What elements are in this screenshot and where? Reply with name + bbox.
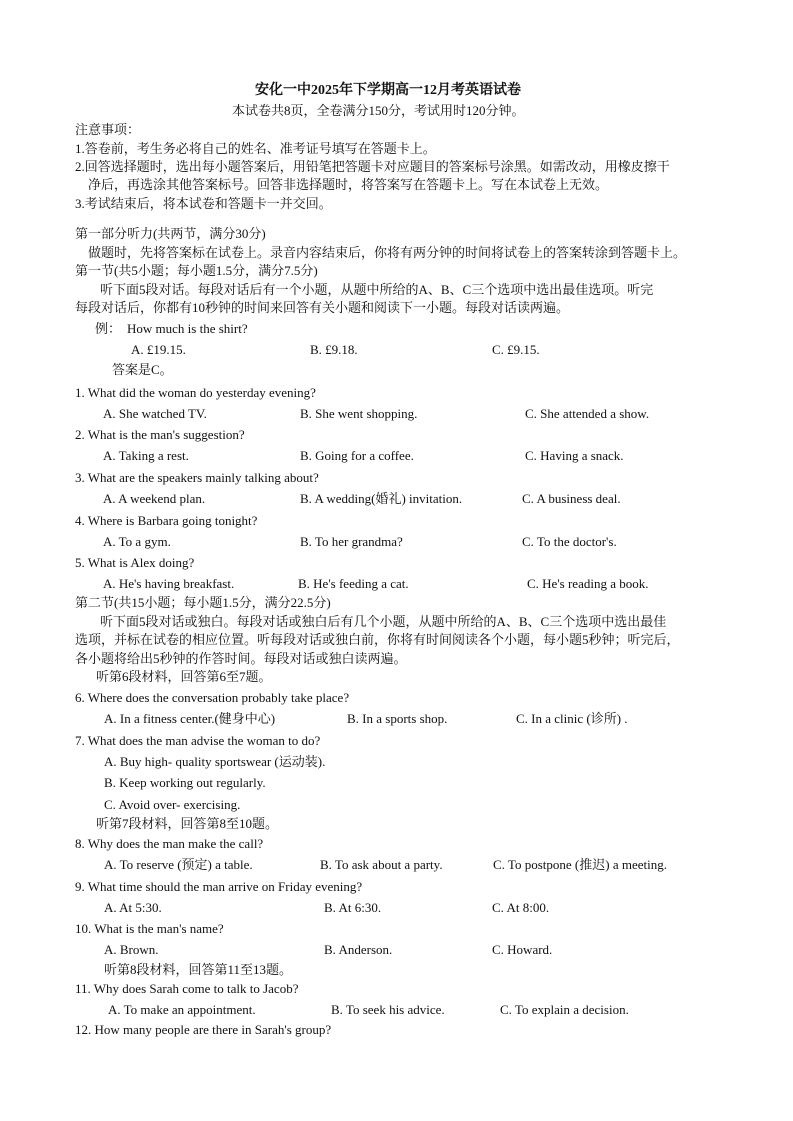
notice-heading: 注意事项： xyxy=(75,122,141,137)
question-text: 11. Why does Sarah come to talk to Jacob? xyxy=(75,981,299,996)
option-a: A. She watched TV. xyxy=(103,406,207,421)
option-b: B. In a sports shop. xyxy=(347,711,448,726)
option-a: A. A weekend plan. xyxy=(103,491,206,506)
example-label: 例： xyxy=(95,321,122,336)
option-b: B. Anderson. xyxy=(324,942,393,957)
option-a: A. He's having breakfast. xyxy=(103,576,235,591)
material-note: 听第7段材料，回答第8至10题。 xyxy=(96,816,279,831)
question-text: 7. What does the man advise the woman to do? xyxy=(75,733,321,748)
option-c: C. To explain a decision. xyxy=(500,1002,629,1017)
example-question: How much is the shirt? xyxy=(127,321,248,336)
material-note: 听第8段材料，回答第11至13题。 xyxy=(104,962,293,977)
section2-instruction: 选项，并标在试卷的相应位置。听每段对话或独白前，你将有时间阅读各个小题，每小题5秒钟；听完后， xyxy=(75,632,680,647)
notice-item: 3.考试结束后，将本试卷和答题卡一并交回。 xyxy=(75,196,332,211)
option-a: A. To reserve (预定) a table. xyxy=(104,857,253,872)
option-c: C. She attended a show. xyxy=(525,406,650,421)
question-text: 1. What did the woman do yesterday evening? xyxy=(75,385,316,400)
option-c: C. Having a snack. xyxy=(525,448,624,463)
section2-instruction: 各小题将给出5秒钟的作答时间。每段对话或独白读两遍。 xyxy=(75,651,407,666)
question-text: 12. How many people are there in Sarah's group? xyxy=(75,1022,332,1037)
option-c: C. Avoid over- exercising. xyxy=(104,797,241,812)
section2-instruction: 听下面5段对话或独白。每段对话或独白后有几个小题，从题中所给的A、B、C三个选项中选出最佳 xyxy=(100,614,667,629)
question-text: 2. What is the man's suggestion? xyxy=(75,427,245,442)
option-a: A. To a gym. xyxy=(103,534,171,549)
option-c: C. To postpone (推迟) a meeting. xyxy=(493,857,667,872)
notice-item: 净后，再选涂其他答案标号。回答非选择题时，将答案写在答题卡上。写在本试卷上无效。 xyxy=(88,177,609,192)
example-option: C. £9.15. xyxy=(492,342,540,357)
option-b: B. A wedding(婚礼) invitation. xyxy=(300,491,463,506)
option-b: B. Going for a coffee. xyxy=(300,448,414,463)
option-a: A. In a fitness center.(健身中心) xyxy=(104,711,276,726)
example-option: A. £19.15. xyxy=(131,342,186,357)
question-text: 10. What is the man's name? xyxy=(75,921,224,936)
option-b: B. Keep working out regularly. xyxy=(104,775,266,790)
part1-heading: 第一部分听力(共两节，满分30分) xyxy=(75,226,266,241)
question-text: 9. What time should the man arrive on Friday evening? xyxy=(75,879,363,894)
option-b: B. To her grandma? xyxy=(300,534,403,549)
section1-instruction: 每段对话后，你都有10秒钟的时间来回答有关小题和阅读下一小题。每段对话读两遍。 xyxy=(75,300,570,315)
notice-item: 1.答卷前，考生务必将自己的姓名、准考证号填写在答题卡上。 xyxy=(75,141,436,156)
option-a: A. At 5:30. xyxy=(104,900,162,915)
material-note: 听第6段材料，回答第6至7题。 xyxy=(96,669,272,684)
option-c: C. A business deal. xyxy=(522,491,621,506)
page-title: 安化一中2025年下学期高一12月考英语试卷 xyxy=(255,83,521,98)
example-option: B. £9.18. xyxy=(310,342,358,357)
section1-heading: 第一节(共5小题；每小题1.5分，满分7.5分) xyxy=(75,263,318,278)
section1-instruction: 听下面5段对话。每段对话后有一个小题，从题中所给的A、B、C三个选项中选出最佳选项。听完 xyxy=(100,282,654,297)
option-a: A. Taking a rest. xyxy=(103,448,189,463)
question-text: 6. Where does the conversation probably take place? xyxy=(75,690,350,705)
question-text: 3. What are the speakers mainly talking about? xyxy=(75,470,319,485)
option-c: C. In a clinic (诊所) . xyxy=(516,711,628,726)
notice-item: 2.回答选择题时，选出每小题答案后，用铅笔把答题卡对应题目的答案标号涂黑。如需改动，用橡皮擦干 xyxy=(75,159,670,174)
option-c: C. To the doctor's. xyxy=(522,534,617,549)
option-a: A. Buy high- quality sportswear (运动装). xyxy=(104,754,326,769)
question-text: 5. What is Alex doing? xyxy=(75,555,195,570)
page-subtitle: 本试卷共8页，全卷满分150分，考试用时120分钟。 xyxy=(232,103,525,118)
option-a: A. To make an appointment. xyxy=(108,1002,256,1017)
part1-instruction: 做题时，先将答案标在试卷上。录音内容结束后，你将有两分钟的时间将试卷上的答案转涂到答题卡上。 xyxy=(88,245,687,260)
option-a: A. Brown. xyxy=(104,942,159,957)
option-b: B. To seek his advice. xyxy=(331,1002,445,1017)
option-b: B. To ask about a party. xyxy=(320,857,443,872)
option-c: C. He's reading a book. xyxy=(527,576,649,591)
option-b: B. She went shopping. xyxy=(300,406,418,421)
option-b: B. He's feeding a cat. xyxy=(298,576,409,591)
option-c: C. Howard. xyxy=(492,942,553,957)
question-text: 4. Where is Barbara going tonight? xyxy=(75,513,258,528)
question-text: 8. Why does the man make the call? xyxy=(75,836,264,851)
option-c: C. At 8:00. xyxy=(492,900,550,915)
option-b: B. At 6:30. xyxy=(324,900,382,915)
example-answer: 答案是C。 xyxy=(112,362,173,377)
section2-heading: 第二节(共15小题；每小题1.5分，满分22.5分) xyxy=(75,595,331,610)
